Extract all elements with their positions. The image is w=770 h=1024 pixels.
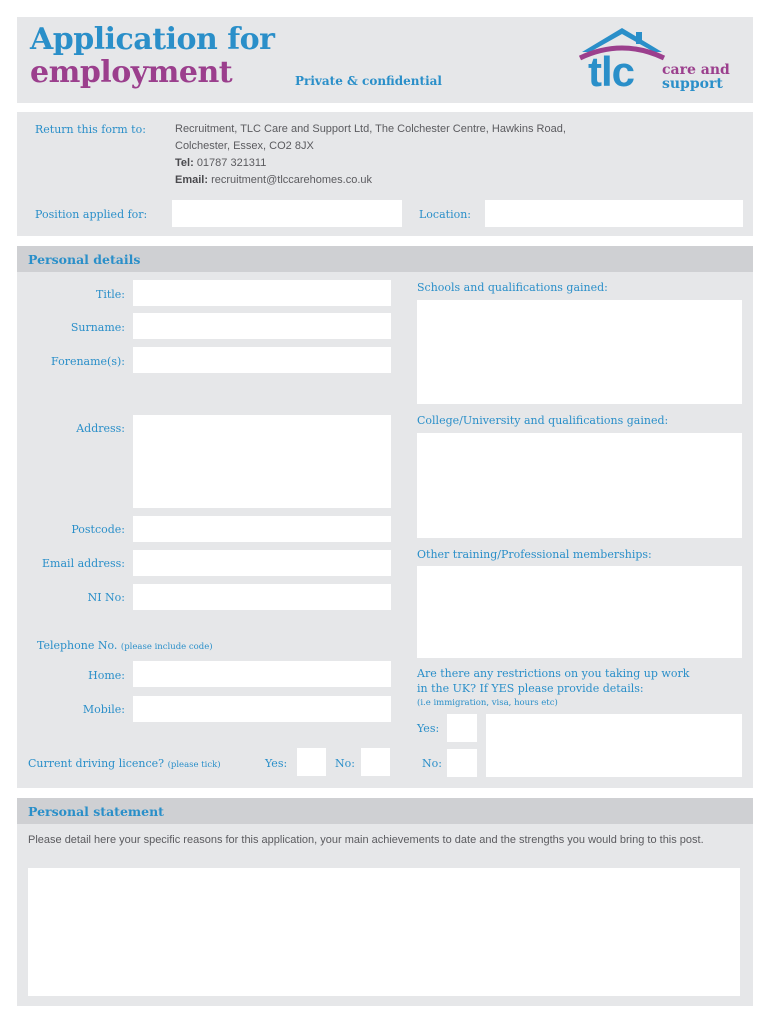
licence-no-checkbox[interactable]	[361, 748, 390, 776]
restrictions-no-checkbox[interactable]	[447, 749, 477, 777]
return-email	[175, 174, 372, 186]
email-value: recruitment@tlccarehomes.co.uk	[211, 174, 373, 186]
schools-label: Schools and qualifications gained:	[417, 281, 608, 294]
home-phone-field[interactable]	[133, 661, 391, 687]
licence-note: (please tick)	[167, 760, 221, 770]
ni-field[interactable]	[133, 584, 391, 610]
restrictions-line-2: in the UK? If YES please provide details:	[417, 682, 644, 695]
address-label: Address:	[76, 422, 125, 435]
location-field[interactable]	[485, 200, 743, 227]
title-label: Title:	[95, 288, 125, 301]
surname-label: Surname:	[70, 321, 125, 334]
email-address-label: Email address:	[42, 557, 125, 570]
address-field[interactable]	[133, 415, 391, 508]
email-label: Email:	[175, 174, 209, 186]
restrictions-details-field[interactable]	[486, 714, 742, 777]
restrictions-yes-checkbox[interactable]	[447, 714, 477, 742]
title-line-1: Application for	[30, 22, 275, 57]
tlc-logo	[578, 24, 748, 98]
licence-label: Current driving licence?	[28, 757, 165, 770]
licence-heading	[28, 757, 221, 770]
telephone-label: Telephone No.	[37, 639, 118, 652]
schools-field[interactable]	[417, 300, 742, 404]
ni-label: NI No:	[87, 591, 125, 604]
surname-field[interactable]	[133, 313, 391, 339]
personal-section-title: Personal details	[28, 252, 141, 267]
mobile-label: Mobile:	[82, 703, 125, 716]
statement-field[interactable]	[28, 868, 740, 996]
restrictions-line-1: Are there any restrictions on you taking up work	[417, 667, 690, 680]
mobile-phone-field[interactable]	[133, 696, 391, 722]
postcode-field[interactable]	[133, 516, 391, 542]
return-label: Return this form to:	[35, 123, 146, 136]
home-label: Home:	[88, 669, 125, 682]
tel-value: 01787 321311	[196, 157, 267, 169]
confidential-label: Private & confidential	[295, 74, 442, 88]
position-field[interactable]	[172, 200, 402, 227]
statement-section-title: Personal statement	[28, 804, 164, 819]
restrictions-note: (i.e immigration, visa, hours etc)	[417, 698, 558, 708]
email-address-field[interactable]	[133, 550, 391, 576]
telephone-heading	[37, 639, 213, 652]
forenames-field[interactable]	[133, 347, 391, 373]
licence-yes-label: Yes:	[265, 757, 288, 770]
licence-no-label: No:	[335, 757, 355, 770]
restrictions-no-label: No:	[422, 757, 442, 770]
logo-tagline-2: support	[662, 76, 723, 92]
statement-instructions: Please detail here your specific reasons for this application, your main achievements to date and the strengths you would bring to this post.	[28, 834, 704, 846]
return-tel	[175, 157, 266, 169]
logo-brand: tlc	[588, 48, 635, 95]
restrictions-yes-label: Yes:	[417, 722, 440, 735]
return-address-line-2: Colchester, Essex, CO2 8JX	[175, 140, 314, 152]
other-training-label: Other training/Professional memberships:	[417, 548, 652, 561]
college-field[interactable]	[417, 433, 742, 538]
return-address-line-1: Recruitment, TLC Care and Support Ltd, The Colchester Centre, Hawkins Road,	[175, 123, 566, 135]
telephone-note: (please include code)	[120, 642, 213, 652]
postcode-label: Postcode:	[71, 523, 125, 536]
college-label: College/University and qualifications gained:	[417, 414, 669, 427]
licence-yes-checkbox[interactable]	[297, 748, 326, 776]
position-label: Position applied for:	[35, 208, 148, 221]
title-field[interactable]	[133, 280, 391, 306]
forenames-label: Forename(s):	[51, 355, 125, 368]
logo-tagline-1: care and	[662, 62, 730, 78]
location-label: Location:	[419, 208, 471, 221]
tel-label: Tel:	[175, 157, 194, 169]
title-line-2: employment	[30, 55, 233, 90]
other-training-field[interactable]	[417, 566, 742, 658]
